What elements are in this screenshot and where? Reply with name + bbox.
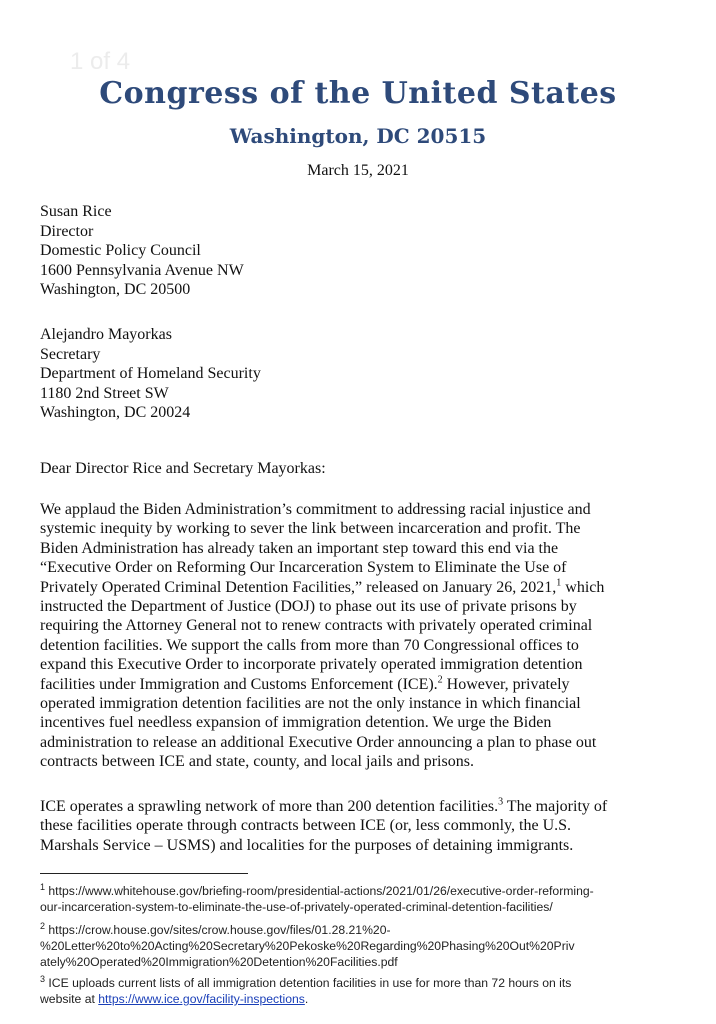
footnote-line: [40, 975, 571, 991]
paragraph-line: detention facilities. We support the calls from more than 70 Congressional offices to: [40, 636, 579, 654]
paragraph-line: We applaud the Biden Administration’s commitment to addressing racial injustice and: [40, 501, 591, 518]
body-paragraph-1: [40, 500, 680, 772]
footnote-line: ately%20Operated%20Immigration%20Detention%20Facilities.pdf: [40, 955, 398, 969]
footnote-line: %20Letter%20to%20Acting%20Secretary%20Pekoske%20Regarding%20Phasing%20Out%20Priv: [40, 939, 575, 953]
footnote-text: .: [304, 992, 309, 1006]
paragraph-line: contracts between ICE and state, county, and local jails and prisons.: [40, 753, 474, 771]
recipient-office: Domestic Policy Council: [40, 242, 201, 259]
footnote-ref: 3: [498, 796, 504, 808]
footnote-number: 3: [40, 973, 46, 984]
recipient-city: Washington, DC 20500: [40, 281, 191, 298]
paragraph-line: administration to release an additional Executive Order announcing a plan to phase out: [40, 733, 597, 751]
footnote-text: website at: [40, 992, 99, 1006]
footnote-line: [40, 991, 571, 1007]
footnote-ref: 1: [556, 577, 562, 589]
letterhead-title: Congress of the United States: [99, 76, 617, 111]
recipient-street: 1600 Pennsylvania Avenue NW: [40, 261, 244, 279]
recipient-address-1: [40, 202, 244, 300]
paragraph-line: [40, 797, 680, 816]
letter-date: March 15, 2021: [307, 162, 409, 179]
recipient-title: Secretary: [40, 345, 101, 363]
paragraph-text: which: [561, 578, 605, 596]
footnote-text: https://crow.house.gov/sites/crow.house.gov/files/01.28.21%20-: [45, 923, 391, 937]
paragraph-line: Marshals Service – USMS) and localities for the purposes of detaining immigrants.: [40, 836, 574, 854]
recipient-street: 1180 2nd Street SW: [40, 384, 169, 402]
recipient-title: Director: [40, 222, 94, 240]
footnote-line: [40, 883, 594, 899]
footnote-number: 2: [40, 920, 46, 931]
letterhead-city: Washington, DC 20515: [229, 124, 487, 148]
paragraph-line: instructed the Department of Justice (DOJ) to phase out its use of private prisons by: [40, 598, 577, 616]
recipient-name: Alejandro Mayorkas: [40, 326, 172, 343]
paragraph-line: requiring the Attorney General not to renew contracts with privately operated criminal: [40, 617, 593, 635]
paragraph-text: The majority of: [503, 798, 608, 815]
paragraph-text: Privately Operated Criminal Detention Facilities,” released on January 26, 2021,: [40, 578, 557, 596]
footnote-line: our-incarceration-system-to-eliminate-the-use-of-privately-operated-criminal-detention-facilities/: [40, 900, 553, 914]
paragraph-line: expand this Executive Order to incorporate privately operated immigration detention: [40, 656, 583, 674]
paragraph-text: facilities under Immigration and Customs Enforcement (ICE).: [40, 675, 438, 693]
recipient-address-2: [40, 325, 261, 423]
salutation: Dear Director Rice and Secretary Mayorkas:: [40, 460, 326, 477]
body-paragraph-2: [40, 797, 680, 855]
footnote-ref: 2: [437, 674, 443, 686]
paragraph-text: However, privately: [442, 675, 570, 693]
footnote-text: https://www.whitehouse.gov/briefing-room/presidential-actions/2021/01/26/executive-order-reforming-: [45, 884, 594, 898]
footnote-line: [40, 922, 575, 938]
footnote-2: [40, 922, 575, 970]
footnote-1: [40, 883, 594, 915]
facility-inspections-link[interactable]: https://www.ice.gov/facility-inspections: [98, 992, 305, 1006]
footnote-3: [40, 975, 571, 1007]
paragraph-line: “Executive Order on Reforming Our Incarceration System to Eliminate the Use of: [40, 559, 567, 577]
paragraph-line: [40, 578, 680, 597]
footnote-text: ICE uploads current lists of all immigration detention facilities in use for more than 72 hours on its: [45, 976, 572, 990]
recipient-city: Washington, DC 20024: [40, 404, 191, 421]
paragraph-line: [40, 675, 680, 694]
paragraph-line: Biden Administration has already taken an important step toward this end via the: [40, 539, 559, 557]
paragraph-line: operated immigration detention facilities are not the only instance in which financial: [40, 695, 581, 713]
paragraph-text: ICE operates a sprawling network of more than 200 detention facilities.: [40, 798, 499, 815]
paragraph-line: incentives fuel needless expansion of immigration detention. We urge the Biden: [40, 714, 552, 732]
recipient-office: Department of Homeland Security: [40, 365, 261, 382]
recipient-name: Susan Rice: [40, 203, 112, 220]
paragraph-line: systemic inequity by working to sever the link between incarceration and profit. The: [40, 520, 581, 538]
footnote-divider: [40, 873, 248, 874]
page-counter-watermark: 1 of 4: [70, 48, 131, 75]
paragraph-line: these facilities operate through contracts between ICE (or, less commonly, the U.S.: [40, 817, 572, 835]
footnote-number: 1: [40, 881, 46, 892]
